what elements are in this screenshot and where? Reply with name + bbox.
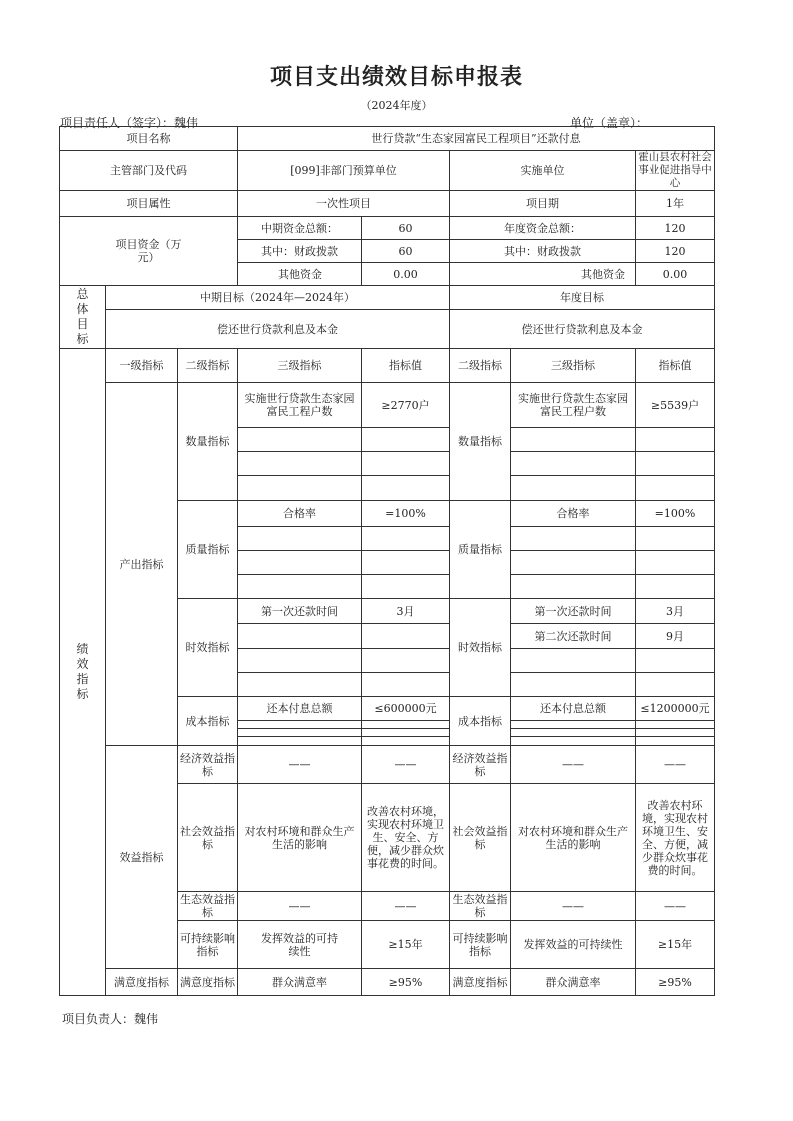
mid-qty-value: ≥2770户 bbox=[362, 383, 450, 428]
quantity-indicator-mid: 数量指标 bbox=[178, 383, 238, 501]
col-lv3-annual: 三级指标 bbox=[511, 349, 636, 383]
mid-time1-value: 3月 bbox=[362, 599, 450, 624]
annual-qty-value: ≥5539户 bbox=[636, 383, 715, 428]
project-name-value: 世行贷款“生态家园富民工程项目”还款付息 bbox=[238, 127, 715, 151]
mid-social-name: 对农村环境和群众生产生活的影响 bbox=[238, 784, 362, 892]
mid-sat-name: 群众满意率 bbox=[238, 969, 362, 996]
empty-cell bbox=[238, 737, 362, 746]
empty-cell bbox=[511, 428, 636, 452]
annual-ecol-value: —— bbox=[636, 892, 715, 921]
performance-indicator-label bbox=[60, 349, 106, 996]
mid-fiscal-label: 其中：财政拨款 bbox=[238, 240, 362, 263]
empty-cell bbox=[362, 452, 450, 476]
annual-cost-name: 还本付息总额 bbox=[511, 697, 636, 721]
impl-unit-label: 实施单位 bbox=[450, 151, 636, 191]
mid-cost-name: 还本付息总额 bbox=[238, 697, 362, 721]
empty-cell bbox=[362, 527, 450, 551]
mid-time1-name: 第一次还款时间 bbox=[238, 599, 362, 624]
social-indicator-annual: 社会效益指标 bbox=[450, 784, 511, 892]
attr-label: 项目属性 bbox=[60, 191, 238, 217]
output-indicator: 产出指标 bbox=[106, 383, 178, 746]
impl-unit-value: 霍山县农村社会事业促进指导中心 bbox=[636, 151, 715, 191]
annual-goal-head: 年度目标 bbox=[450, 286, 715, 310]
mid-sust-value: ≥15年 bbox=[362, 921, 450, 969]
annual-time2-name: 第二次还款时间 bbox=[511, 624, 636, 649]
economic-indicator-annual: 经济效益指标 bbox=[450, 746, 511, 784]
funds-label: 项目资金（万元） bbox=[60, 217, 238, 286]
cost-indicator-mid: 成本指标 bbox=[178, 697, 238, 746]
annual-fiscal-value: 120 bbox=[636, 240, 715, 263]
attr-value: 一次性项目 bbox=[238, 191, 450, 217]
empty-cell bbox=[511, 476, 636, 501]
empty-cell bbox=[238, 729, 362, 737]
empty-cell bbox=[511, 721, 636, 729]
empty-cell bbox=[511, 551, 636, 575]
empty-cell bbox=[238, 527, 362, 551]
empty-cell bbox=[362, 575, 450, 599]
empty-cell bbox=[636, 729, 715, 737]
empty-cell bbox=[511, 527, 636, 551]
col-val-annual: 指标值 bbox=[636, 349, 715, 383]
annual-eco-value: —— bbox=[636, 746, 715, 784]
empty-cell bbox=[238, 575, 362, 599]
satisfaction-indicator-mid: 满意度指标 bbox=[178, 969, 238, 996]
mid-other-label bbox=[238, 263, 362, 286]
mid-sat-value: ≥95% bbox=[362, 969, 450, 996]
empty-cell bbox=[636, 721, 715, 729]
empty-cell bbox=[238, 721, 362, 729]
col-lv2: 二级指标 bbox=[178, 349, 238, 383]
empty-cell bbox=[362, 649, 450, 673]
annual-quality-name: 合格率 bbox=[511, 501, 636, 527]
empty-cell bbox=[238, 551, 362, 575]
annual-time1-name: 第一次还款时间 bbox=[511, 599, 636, 624]
mid-goal-head: 中期目标（2024年—2024年） bbox=[106, 286, 450, 310]
empty-cell bbox=[238, 649, 362, 673]
empty-cell bbox=[511, 452, 636, 476]
mid-ecol-name: —— bbox=[238, 892, 362, 921]
empty-cell bbox=[362, 476, 450, 501]
economic-indicator-mid: 经济效益指标 bbox=[178, 746, 238, 784]
annual-other-label-text: 其他资金 bbox=[581, 267, 625, 281]
empty-cell bbox=[636, 649, 715, 673]
mid-total-label: 中期资金总额： bbox=[238, 217, 362, 240]
responsible-person: 项目责任人（签字）：魏伟 bbox=[60, 116, 199, 130]
sustainable-indicator-annual: 可持续影响指标 bbox=[450, 921, 511, 969]
mid-sust-name: 发挥效益的可持续性 bbox=[238, 921, 362, 969]
empty-cell bbox=[636, 737, 715, 746]
mid-cost-value: ≤600000元 bbox=[362, 697, 450, 721]
empty-cell bbox=[636, 551, 715, 575]
empty-cell bbox=[362, 721, 450, 729]
empty-cell bbox=[362, 551, 450, 575]
col-lv3-mid: 三级指标 bbox=[238, 349, 362, 383]
annual-qty-name: 实施世行贷款生态家园富民工程户数 bbox=[511, 383, 636, 428]
period-label: 项目期 bbox=[450, 191, 636, 217]
empty-cell bbox=[238, 428, 362, 452]
ecological-indicator-mid: 生态效益指标 bbox=[178, 892, 238, 921]
empty-cell bbox=[511, 673, 636, 697]
empty-cell bbox=[511, 575, 636, 599]
annual-cost-value: ≤1200000元 bbox=[636, 697, 715, 721]
annual-social-value: 改善农村环境，实现农村环境卫生、安全、方便，减少群众炊事花费的时间。 bbox=[636, 784, 715, 892]
empty-cell bbox=[636, 476, 715, 501]
annual-total-label: 年度资金总额： bbox=[450, 217, 636, 240]
empty-cell bbox=[511, 737, 636, 746]
empty-cell bbox=[362, 624, 450, 649]
annual-sust-value: ≥15年 bbox=[636, 921, 715, 969]
empty-cell bbox=[238, 624, 362, 649]
sustainable-indicator-mid: 可持续影响指标 bbox=[178, 921, 238, 969]
empty-cell bbox=[362, 729, 450, 737]
annual-total-value: 120 bbox=[636, 217, 715, 240]
project-name-label: 项目名称 bbox=[60, 127, 238, 151]
empty-cell bbox=[636, 527, 715, 551]
dept-label: 主管部门及代码 bbox=[60, 151, 238, 191]
annual-sat-value: ≥95% bbox=[636, 969, 715, 996]
empty-cell bbox=[636, 575, 715, 599]
benefit-indicator: 效益指标 bbox=[106, 746, 178, 969]
quality-indicator-mid: 质量指标 bbox=[178, 501, 238, 599]
annual-eco-name: —— bbox=[511, 746, 636, 784]
unit-stamp: 单位（盖章）： bbox=[570, 116, 649, 130]
annual-fiscal-label: 其中：财政拨款 bbox=[450, 240, 636, 263]
quality-indicator-annual: 质量指标 bbox=[450, 501, 511, 599]
form-title: 项目支出绩效目标申报表 bbox=[269, 65, 523, 90]
performance-table bbox=[59, 126, 715, 996]
satisfaction-indicator: 满意度指标 bbox=[106, 969, 178, 996]
empty-cell bbox=[362, 673, 450, 697]
social-indicator-mid: 社会效益指标 bbox=[178, 784, 238, 892]
empty-cell bbox=[511, 649, 636, 673]
cost-indicator-annual: 成本指标 bbox=[450, 697, 511, 746]
annual-other-label bbox=[450, 263, 636, 286]
col-lv2-annual: 二级指标 bbox=[450, 349, 511, 383]
quantity-indicator-annual: 数量指标 bbox=[450, 383, 511, 501]
annual-sust-name: 发挥效益的可持续性 bbox=[511, 921, 636, 969]
empty-cell bbox=[636, 673, 715, 697]
col-val-mid: 指标值 bbox=[362, 349, 450, 383]
annual-goal-text: 偿还世行贷款利息及本金 bbox=[450, 310, 715, 349]
empty-cell bbox=[362, 428, 450, 452]
empty-cell bbox=[238, 673, 362, 697]
annual-time2-value: 9月 bbox=[636, 624, 715, 649]
satisfaction-indicator-annual: 满意度指标 bbox=[450, 969, 511, 996]
time-indicator-mid: 时效指标 bbox=[178, 599, 238, 697]
dept-value: [099]非部门预算单位 bbox=[238, 151, 450, 191]
mid-fiscal-value: 60 bbox=[362, 240, 450, 263]
col-lv1: 一级指标 bbox=[106, 349, 178, 383]
overall-goal-label-text: 总体目标 bbox=[76, 287, 89, 346]
mid-goal-text: 偿还世行贷款利息及本金 bbox=[106, 310, 450, 349]
mid-total-value: 60 bbox=[362, 217, 450, 240]
empty-cell bbox=[238, 452, 362, 476]
mid-quality-value: =100% bbox=[362, 501, 450, 527]
annual-time1-value: 3月 bbox=[636, 599, 715, 624]
form-year: （2024年度） bbox=[360, 99, 433, 112]
annual-ecol-name: —— bbox=[511, 892, 636, 921]
mid-ecol-value: —— bbox=[362, 892, 450, 921]
overall-goal-label bbox=[60, 286, 106, 349]
annual-other-value: 0.00 bbox=[636, 263, 715, 286]
time-indicator-annual: 时效指标 bbox=[450, 599, 511, 697]
annual-sat-name: 群众满意率 bbox=[511, 969, 636, 996]
mid-other-label-text: 其他资金 bbox=[278, 267, 322, 281]
empty-cell bbox=[238, 476, 362, 501]
mid-quality-name: 合格率 bbox=[238, 501, 362, 527]
mid-social-value: 改善农村环境，实现农村环境卫生、安全、方便，减少群众炊事花费的时间。 bbox=[362, 784, 450, 892]
period-value: 1年 bbox=[636, 191, 715, 217]
empty-cell bbox=[636, 428, 715, 452]
ecological-indicator-annual: 生态效益指标 bbox=[450, 892, 511, 921]
project-leader: 项目负责人：魏伟 bbox=[62, 1012, 159, 1026]
empty-cell bbox=[636, 452, 715, 476]
mid-eco-name: —— bbox=[238, 746, 362, 784]
mid-eco-value: —— bbox=[362, 746, 450, 784]
mid-qty-name: 实施世行贷款生态家园富民工程户数 bbox=[238, 383, 362, 428]
annual-quality-value: =100% bbox=[636, 501, 715, 527]
annual-social-name: 对农村环境和群众生产生活的影响 bbox=[511, 784, 636, 892]
performance-indicator-label-text: 绩效指标 bbox=[76, 642, 89, 701]
empty-cell bbox=[362, 737, 450, 746]
empty-cell bbox=[511, 729, 636, 737]
mid-other-value: 0.00 bbox=[362, 263, 450, 286]
